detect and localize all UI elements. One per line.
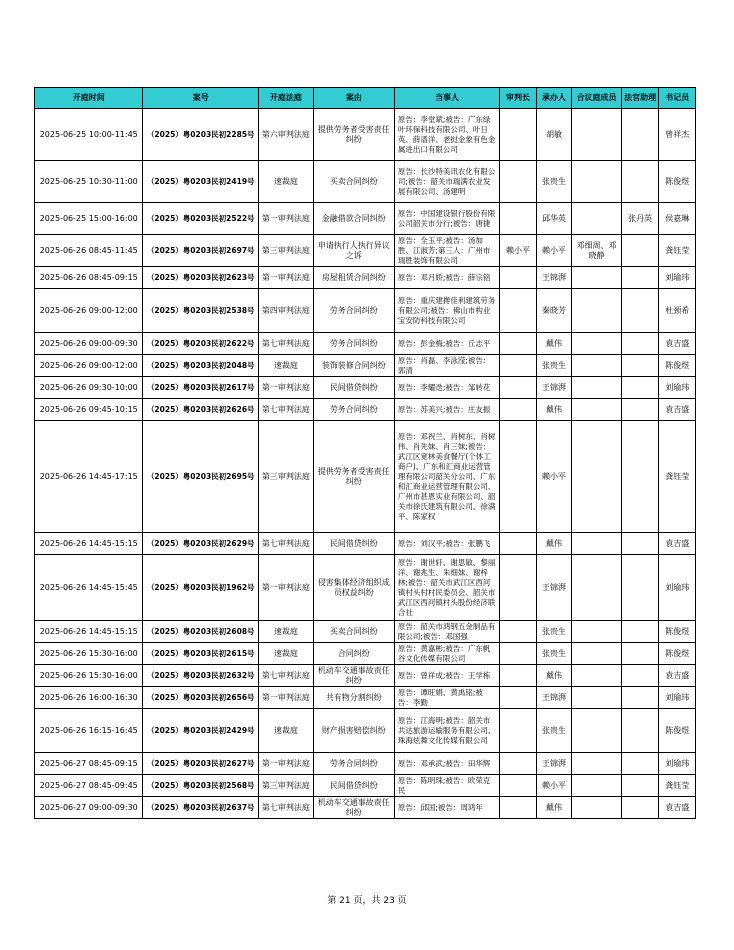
- presiding-judge-cell: [500, 333, 536, 355]
- clerk-cell: 陈俊煜: [659, 161, 696, 203]
- case-cause-cell: 机动车交通事故责任纠纷: [313, 665, 394, 687]
- court-name-cell: 第四审判法庭: [259, 289, 314, 333]
- parties-cell: 原告：曾祥成;被告：王学栋: [394, 665, 499, 687]
- hearing-time-cell: 2025-06-26 16:15-16:45: [35, 709, 143, 753]
- case-number-cell: （2025）粤0203民初2285号: [143, 109, 259, 161]
- judge-assistant-cell: [621, 709, 659, 753]
- presiding-judge-cell: [500, 555, 536, 621]
- case-number-cell: （2025）粤0203民初2697号: [143, 235, 259, 267]
- case-number-cell: （2025）粤0203民初2048号: [143, 355, 259, 377]
- panel-members-cell: [572, 775, 622, 797]
- case-cause-cell: 侵害集体经济组织成员权益纠纷: [313, 555, 394, 621]
- hearing-time-cell: 2025-06-26 09:00-09:30: [35, 333, 143, 355]
- case-cause-cell: 房屋租赁合同纠纷: [313, 267, 394, 289]
- judge-assistant-cell: [621, 267, 659, 289]
- presiding-judge-cell: [500, 289, 536, 333]
- panel-members-cell: [572, 753, 622, 775]
- handler-cell: 王锦湃: [536, 687, 571, 709]
- presiding-judge-cell: [500, 109, 536, 161]
- parties-cell: 原告：韶关市鸿钢五金制品有限公司;被告：邓国强: [394, 621, 499, 643]
- clerk-cell: 袁吉盛: [659, 797, 696, 819]
- panel-members-cell: [572, 687, 622, 709]
- presiding-judge-cell: [500, 621, 536, 643]
- case-number-cell: （2025）粤0203民初2629号: [143, 533, 259, 555]
- judge-assistant-cell: [621, 333, 659, 355]
- clerk-cell: 龚钰莹: [659, 421, 696, 533]
- page-footer: 第 21 页，共 23 页: [327, 896, 407, 906]
- case-cause-cell: 申请执行人执行异议之诉: [313, 235, 394, 267]
- table-row: [35, 399, 696, 421]
- parties-cell: 原告：李堂斌;被告：广东绿叶环保科技有限公司、叶日英、薛谱洋、老挝金象有色金属进出口有限公司: [394, 109, 499, 161]
- clerk-cell: 袁吉盛: [659, 533, 696, 555]
- hearing-time-cell: 2025-06-26 16:00-16:30: [35, 687, 143, 709]
- panel-members-cell: [572, 289, 622, 333]
- clerk-cell: 曾祥杰: [659, 109, 696, 161]
- hearing-schedule-table: [34, 87, 696, 819]
- handler-cell: 胡敏: [536, 109, 571, 161]
- case-number-cell: （2025）粤0203民初2522号: [143, 203, 259, 235]
- hearing-time-cell: 2025-06-26 14:45-17:15: [35, 421, 143, 533]
- presiding-judge-cell: [500, 161, 536, 203]
- court-name-cell: 第一审判法庭: [259, 377, 314, 399]
- panel-members-cell: [572, 643, 622, 665]
- case-cause-cell: 买卖合同纠纷: [313, 621, 394, 643]
- handler-cell: 张贵生: [536, 621, 571, 643]
- case-number-cell: （2025）粤0203民初2568号: [143, 775, 259, 797]
- clerk-cell: 龚钰莹: [659, 235, 696, 267]
- case-number-cell: （2025）粤0203民初2632号: [143, 665, 259, 687]
- case-cause-cell: 合同纠纷: [313, 643, 394, 665]
- case-cause-cell: 劳务合同纠纷: [313, 333, 394, 355]
- court-name-cell: 第七审判法庭: [259, 665, 314, 687]
- header-panel: 合议庭成员: [572, 88, 622, 109]
- court-name-cell: 第七审判法庭: [259, 797, 314, 819]
- clerk-cell: 陈俊煜: [659, 355, 696, 377]
- panel-members-cell: [572, 161, 622, 203]
- handler-cell: 邱华英: [536, 203, 571, 235]
- case-cause-cell: 金融借款合同纠纷: [313, 203, 394, 235]
- panel-members-cell: [572, 203, 622, 235]
- hearing-time-cell: 2025-06-27 09:00-09:30: [35, 797, 143, 819]
- hearing-time-cell: 2025-06-26 14:45-15:15: [35, 533, 143, 555]
- case-cause-cell: 提供劳务者受害责任纠纷: [313, 421, 394, 533]
- case-number-cell: （2025）粤0203民初2637号: [143, 797, 259, 819]
- panel-members-cell: [572, 267, 622, 289]
- parties-cell: 原告：长沙特美讯农化有限公司;被告：韶关市瑞满农业发展有限公司、汤建明: [394, 161, 499, 203]
- presiding-judge-cell: [500, 643, 536, 665]
- case-cause-cell: 劳务合同纠纷: [313, 399, 394, 421]
- judge-assistant-cell: [621, 399, 659, 421]
- court-name-cell: 第一审判法庭: [259, 555, 314, 621]
- panel-members-cell: [572, 621, 622, 643]
- hearing-time-cell: 2025-06-26 09:00-12:00: [35, 355, 143, 377]
- table-row: [35, 235, 696, 267]
- handler-cell: 赖小平: [536, 775, 571, 797]
- handler-cell: 赖小平: [536, 421, 571, 533]
- case-number-cell: （2025）粤0203民初2626号: [143, 399, 259, 421]
- presiding-judge-cell: 赖小平: [500, 235, 536, 267]
- clerk-cell: 陈俊煜: [659, 709, 696, 753]
- case-number-cell: （2025）粤0203民初2627号: [143, 753, 259, 775]
- hearing-time-cell: 2025-06-26 09:30-10:00: [35, 377, 143, 399]
- parties-cell: 原告：彭金梅;被告：丘志平: [394, 333, 499, 355]
- panel-members-cell: [572, 797, 622, 819]
- presiding-judge-cell: [500, 753, 536, 775]
- presiding-judge-cell: [500, 377, 536, 399]
- handler-cell: 戴伟: [536, 797, 571, 819]
- handler-cell: 戴伟: [536, 399, 571, 421]
- table-row: [35, 289, 696, 333]
- handler-cell: 张贵生: [536, 709, 571, 753]
- parties-cell: 原告：刘汉平;被告：张鹏飞: [394, 533, 499, 555]
- case-number-cell: （2025）粤0203民初2617号: [143, 377, 259, 399]
- hearing-time-cell: 2025-06-26 08:45-11:45: [35, 235, 143, 267]
- case-cause-cell: 提供劳务者受害责任纠纷: [313, 109, 394, 161]
- judge-assistant-cell: [621, 643, 659, 665]
- table-row: [35, 709, 696, 753]
- clerk-cell: 刘瑜玮: [659, 267, 696, 289]
- case-cause-cell: 民间借贷纠纷: [313, 775, 394, 797]
- court-name-cell: 第一审判法庭: [259, 203, 314, 235]
- case-cause-cell: 劳务合同纠纷: [313, 753, 394, 775]
- table-row: [35, 161, 696, 203]
- parties-cell: 原告：肖磊、李泳滢;被告：郭清: [394, 355, 499, 377]
- parties-cell: 原告：邓月娇;被告：薛宗铭: [394, 267, 499, 289]
- case-cause-cell: 共有物分割纠纷: [313, 687, 394, 709]
- panel-members-cell: [572, 377, 622, 399]
- judge-assistant-cell: [621, 665, 659, 687]
- panel-members-cell: [572, 333, 622, 355]
- court-name-cell: 速裁庭: [259, 643, 314, 665]
- parties-cell: 原告：谭旺娟、黄禹铭;被告：李勤: [394, 687, 499, 709]
- court-name-cell: 速裁庭: [259, 621, 314, 643]
- presiding-judge-cell: [500, 267, 536, 289]
- handler-cell: 秦晓芳: [536, 289, 571, 333]
- hearing-time-cell: 2025-06-27 08:45-09:15: [35, 753, 143, 775]
- header-case-number: 案号: [143, 88, 259, 109]
- hearing-time-cell: 2025-06-25 10:30-11:00: [35, 161, 143, 203]
- header-assistant: 法官助理: [621, 88, 659, 109]
- hearing-time-cell: 2025-06-26 15:30-16:00: [35, 665, 143, 687]
- clerk-cell: 陈俊煜: [659, 643, 696, 665]
- clerk-cell: 陈俊煜: [659, 621, 696, 643]
- presiding-judge-cell: [500, 665, 536, 687]
- clerk-cell: 刘瑜玮: [659, 555, 696, 621]
- presiding-judge-cell: [500, 421, 536, 533]
- handler-cell: 张贵生: [536, 355, 571, 377]
- table-row: [35, 643, 696, 665]
- parties-cell: 原告：江海明;被告：韶关市共达旅游运输服务有限公司、珠海炫舞文化传媒有限公司: [394, 709, 499, 753]
- court-name-cell: 第三审判法庭: [259, 235, 314, 267]
- judge-assistant-cell: [621, 797, 659, 819]
- parties-cell: 原告：谢世轩、谢思敏、黎丽洋、谢兆生、朱细妹、谢梓林;被告：韶关市武江区西河镇村头村村民委员会、韶关市武江区西河镇村头股份经济联合社: [394, 555, 499, 621]
- court-name-cell: 第六审判法庭: [259, 109, 314, 161]
- panel-members-cell: [572, 665, 622, 687]
- table-row: [35, 533, 696, 555]
- hearing-time-cell: 2025-06-26 14:45-15:15: [35, 621, 143, 643]
- judge-assistant-cell: [621, 775, 659, 797]
- table-row: [35, 377, 696, 399]
- case-number-cell: （2025）粤0203民初2608号: [143, 621, 259, 643]
- court-name-cell: 第三审判法庭: [259, 775, 314, 797]
- handler-cell: 戴伟: [536, 533, 571, 555]
- case-cause-cell: 买卖合同纠纷: [313, 161, 394, 203]
- case-number-cell: （2025）粤0203民初2429号: [143, 709, 259, 753]
- panel-members-cell: [572, 555, 622, 621]
- panel-members-cell: [572, 109, 622, 161]
- case-cause-cell: 财产损害赔偿纠纷: [313, 709, 394, 753]
- parties-cell: 原告：陈明珠;被告：欧荣克民: [394, 775, 499, 797]
- table-row: [35, 797, 696, 819]
- case-number-cell: （2025）粤0203民初1962号: [143, 555, 259, 621]
- handler-cell: 戴伟: [536, 333, 571, 355]
- judge-assistant-cell: [621, 377, 659, 399]
- table-row: [35, 267, 696, 289]
- judge-assistant-cell: [621, 621, 659, 643]
- parties-cell: 原告：李耀迭;被告：邹转花: [394, 377, 499, 399]
- presiding-judge-cell: [500, 399, 536, 421]
- clerk-cell: 刘瑜玮: [659, 377, 696, 399]
- judge-assistant-cell: [621, 355, 659, 377]
- case-cause-cell: 民间借贷纠纷: [313, 377, 394, 399]
- table-row: [35, 355, 696, 377]
- clerk-cell: 刘瑜玮: [659, 753, 696, 775]
- hearing-time-cell: 2025-06-25 15:00-16:00: [35, 203, 143, 235]
- hearing-time-cell: 2025-06-26 09:00-12:00: [35, 289, 143, 333]
- clerk-cell: 侯嘉琳: [659, 203, 696, 235]
- handler-cell: 戴伟: [536, 665, 571, 687]
- court-name-cell: 速裁庭: [259, 709, 314, 753]
- header-clerk: 书记员: [659, 88, 696, 109]
- case-number-cell: （2025）粤0203民初2623号: [143, 267, 259, 289]
- handler-cell: 王锦湃: [536, 753, 571, 775]
- presiding-judge-cell: [500, 709, 536, 753]
- hearing-time-cell: 2025-06-26 15:30-16:00: [35, 643, 143, 665]
- court-name-cell: 第三审判法庭: [259, 421, 314, 533]
- header-cause: 案由: [313, 88, 394, 109]
- header-handler: 承办人: [536, 88, 571, 109]
- court-name-cell: 第一审判法庭: [259, 753, 314, 775]
- table-row: [35, 753, 696, 775]
- presiding-judge-cell: [500, 533, 536, 555]
- parties-cell: 原告：黄嘉彬;被告：广东帆谷文化传媒有限公司: [394, 643, 499, 665]
- court-name-cell: 速裁庭: [259, 355, 314, 377]
- presiding-judge-cell: [500, 355, 536, 377]
- judge-assistant-cell: [621, 687, 659, 709]
- hearing-time-cell: 2025-06-26 14:45-15:45: [35, 555, 143, 621]
- judge-assistant-cell: [621, 421, 659, 533]
- parties-cell: 原告：邱国;被告：周鸿年: [394, 797, 499, 819]
- clerk-cell: 袁吉盛: [659, 399, 696, 421]
- presiding-judge-cell: [500, 775, 536, 797]
- case-cause-cell: 机动车交通事故责任纠纷: [313, 797, 394, 819]
- header-presiding-judge: 审判长: [500, 88, 536, 109]
- table-row: [35, 775, 696, 797]
- handler-cell: 张贵生: [536, 643, 571, 665]
- case-number-cell: （2025）粤0203民初2695号: [143, 421, 259, 533]
- clerk-cell: 袁吉盛: [659, 665, 696, 687]
- presiding-judge-cell: [500, 687, 536, 709]
- header-time: 开庭时间: [35, 88, 143, 109]
- judge-assistant-cell: [621, 533, 659, 555]
- clerk-cell: 龚钰莹: [659, 775, 696, 797]
- judge-assistant-cell: [621, 235, 659, 267]
- court-name-cell: 第七审判法庭: [259, 333, 314, 355]
- court-name-cell: 第一审判法庭: [259, 267, 314, 289]
- judge-assistant-cell: [621, 289, 659, 333]
- parties-cell: 原告：中国建设银行股份有限公司韶关市分行;被告：唐捷: [394, 203, 499, 235]
- presiding-judge-cell: [500, 797, 536, 819]
- handler-cell: 王锦湃: [536, 555, 571, 621]
- table-row: [35, 421, 696, 533]
- panel-members-cell: [572, 421, 622, 533]
- judge-assistant-cell: [621, 753, 659, 775]
- table-row: [35, 621, 696, 643]
- court-name-cell: 速裁庭: [259, 161, 314, 203]
- panel-members-cell: [572, 709, 622, 753]
- case-number-cell: （2025）粤0203民初2656号: [143, 687, 259, 709]
- hearing-time-cell: 2025-06-26 09:45-10:15: [35, 399, 143, 421]
- table-row: [35, 203, 696, 235]
- court-name-cell: 第一审判法庭: [259, 687, 314, 709]
- case-cause-cell: 民间借贷纠纷: [313, 533, 394, 555]
- panel-members-cell: [572, 533, 622, 555]
- judge-assistant-cell: [621, 109, 659, 161]
- judge-assistant-cell: [621, 161, 659, 203]
- clerk-cell: 袁吉盛: [659, 333, 696, 355]
- handler-cell: 张贵生: [536, 161, 571, 203]
- table-header-row: [35, 88, 696, 109]
- parties-cell: 原告：邓承武;被告：田华辉: [394, 753, 499, 775]
- parties-cell: 原告：全玉平;被告：汤加胜、江淑芳;第三人：广州市瑞胜装饰有限公司: [394, 235, 499, 267]
- hearing-time-cell: 2025-06-27 08:45-09:45: [35, 775, 143, 797]
- hearing-time-cell: 2025-06-26 08:45-09:15: [35, 267, 143, 289]
- hearing-time-cell: 2025-06-25 10:00-11:45: [35, 109, 143, 161]
- judge-assistant-cell: [621, 555, 659, 621]
- table-row: [35, 333, 696, 355]
- case-number-cell: （2025）粤0203民初2419号: [143, 161, 259, 203]
- court-name-cell: 第七审判法庭: [259, 533, 314, 555]
- presiding-judge-cell: [500, 203, 536, 235]
- case-number-cell: （2025）粤0203民初2622号: [143, 333, 259, 355]
- header-court: 开庭法庭: [259, 88, 314, 109]
- parties-cell: 原告：苏美兴;被告：庄友振: [394, 399, 499, 421]
- case-number-cell: （2025）粤0203民初2538号: [143, 289, 259, 333]
- judge-assistant-cell: 张丹英: [621, 203, 659, 235]
- header-parties: 当事人: [394, 88, 499, 109]
- table-row: [35, 665, 696, 687]
- case-cause-cell: 劳务合同纠纷: [313, 289, 394, 333]
- panel-members-cell: [572, 399, 622, 421]
- clerk-cell: 刘瑜玮: [659, 687, 696, 709]
- handler-cell: 王锦湃: [536, 267, 571, 289]
- panel-members-cell: 邓细周、邓晓静: [572, 235, 622, 267]
- panel-members-cell: [572, 355, 622, 377]
- handler-cell: 王锦湃: [536, 377, 571, 399]
- court-name-cell: 第七审判法庭: [259, 399, 314, 421]
- clerk-cell: 杜颈希: [659, 289, 696, 333]
- case-number-cell: （2025）粤0203民初2615号: [143, 643, 259, 665]
- handler-cell: 赖小平: [536, 235, 571, 267]
- case-cause-cell: 装饰装修合同纠纷: [313, 355, 394, 377]
- table-row: [35, 687, 696, 709]
- table-row: [35, 109, 696, 161]
- table-row: [35, 555, 696, 621]
- parties-cell: 原告：重庆建搀佳利建筑劳务有限公司;被告：佛山市构业宝安防科技有限公司: [394, 289, 499, 333]
- parties-cell: 原告：邓祝兰、肖树东、肖树伟、肖先妹、肖三妹;被告：武江区宽林美食餐厅(个体工商户)、广东和汇商业运营管理有限公司韶关分公司、广东和汇商业运营管理有限公司、广州市甚恩实业有限公司、韶关市徐氏建筑有限公司、徐满平、陈家权: [394, 421, 499, 533]
